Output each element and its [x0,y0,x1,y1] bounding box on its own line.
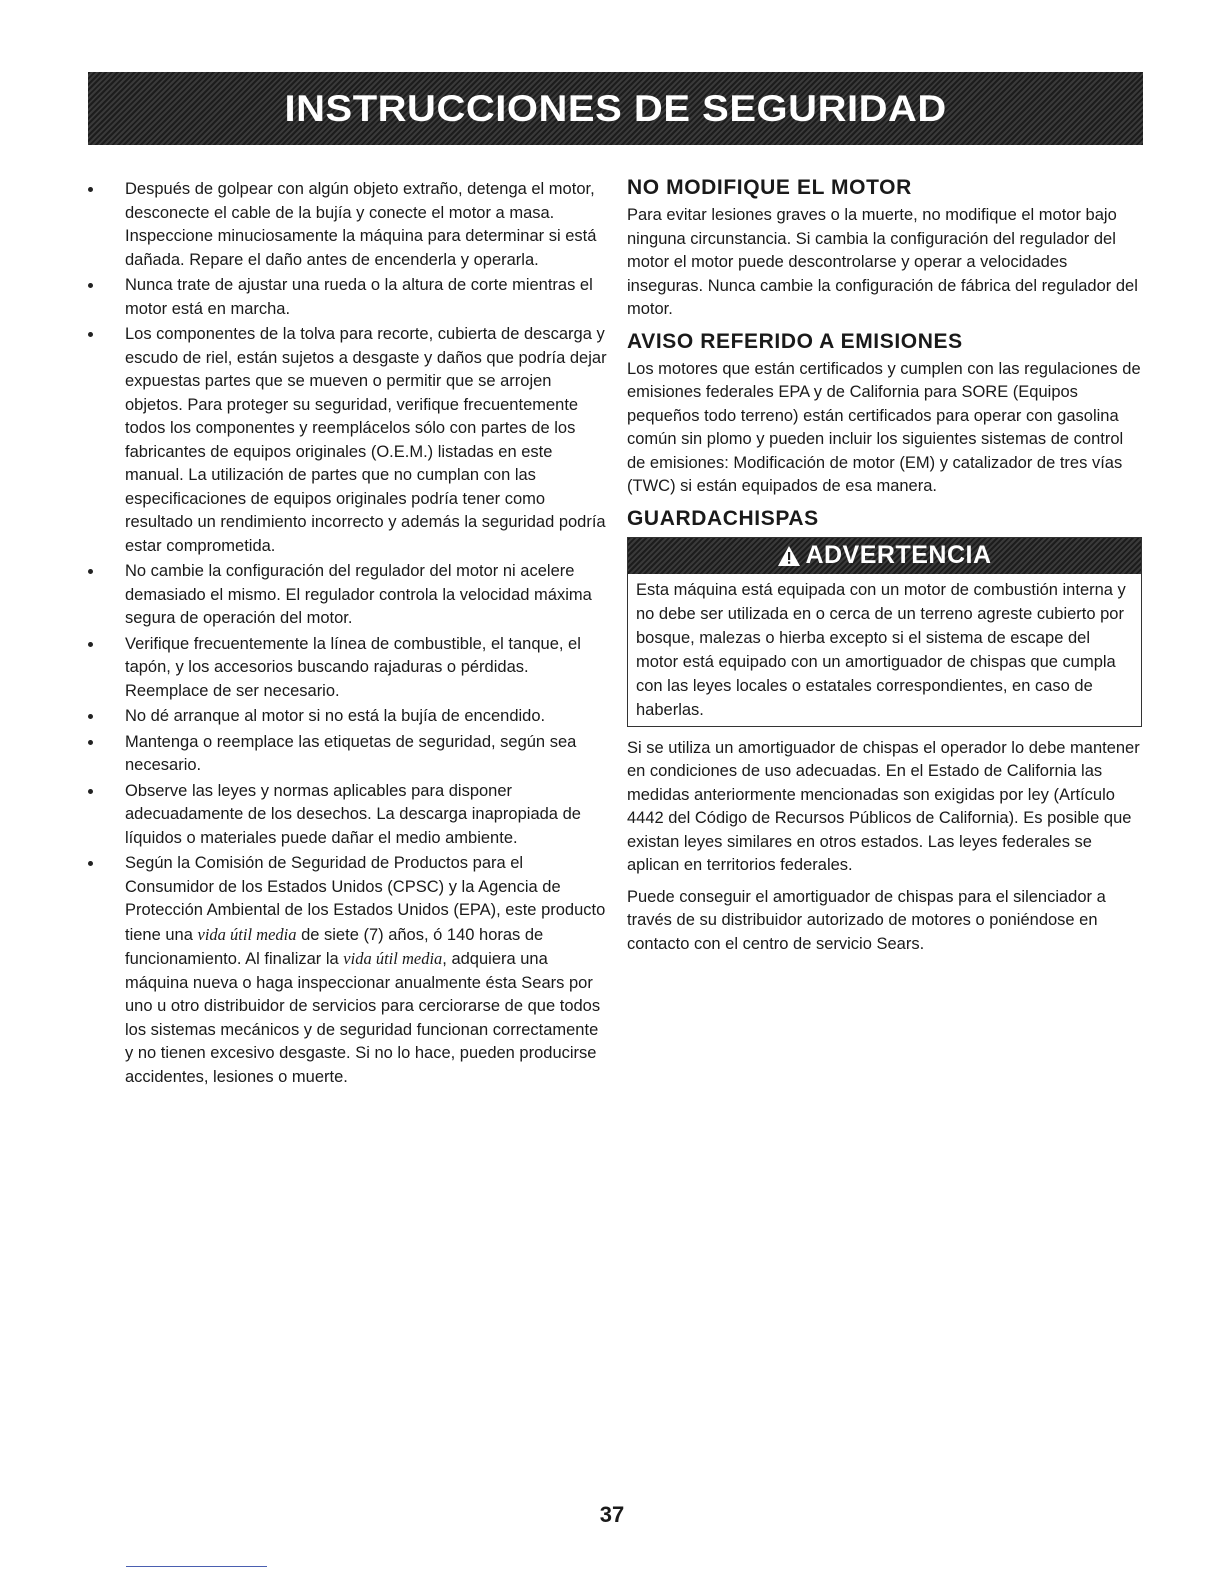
right-column [627,176,1142,964]
list-item: Según la Comisión de Seguridad de Productos para el Consumidor de los Estados Unidos (CPSC) y la Agencia de Protección Ambiental de los Estados Unidos (EPA), este producto tiene una vida útil media de siete (7) años, ó 140 horas de funcionamiento. Al finalizar la vida útil media, adquiera una máquina nueva o haga inspeccionar anualmente ésta Sears por uno u otro distribuidor de servicios para cerciorarse de que todos los sistemas mecánicos y de seguridad funcionan correctamente y no tienen excesivo desgaste. Si no lo hace, pueden producirse accidentes, lesiones o muerte. [88,852,608,1089]
bullet-icon [88,861,93,866]
bullet-icon [88,283,93,288]
emphasis-vida-util: vida útil media [197,924,297,944]
motor-paragraph: Para evitar lesiones graves o la muerte, no modifique el motor bajo ninguna circunstancia. Si cambia la configuración del regulador del motor el motor puede descontrolarse y operar a velocidades inseguras. Nunca cambie la configuración de fábrica del regulador del motor. [627,206,1138,318]
list-item: Después de golpear con algún objeto extraño, detenga el motor, desconecte el cable de la bujía y conecte el motor a masa. Inspeccione minuciosamente la máquina para determinar si está dañada. Repare el daño antes de encenderla y operarla. [88,178,608,272]
spark-paragraph-2: Puede conseguir el amortiguador de chispas para el silenciador a través de su distribuidor autorizado de motores o poniéndose en contacto con el centro de servicio Sears. [627,887,1106,953]
heading-emissions: AVISO REFERIDO A EMISIONES [627,329,963,353]
list-item: No cambie la configuración del regulador del motor ni acelere demasiado el mismo. El regulador controla la velocidad máxima segura de operación del motor. [88,560,608,631]
list-item: Los componentes de la tolva para recorte, cubierta de descarga y escudo de riel, están sujetos a desgaste y daños que podría dejar expuestas partes que se mueven o permitir que se arrojen objetos. Para proteger su seguridad, verifique frecuentemente todos los componentes y reemplácelos sólo con partes de los fabricantes de equipos originales (O.E.M.) listadas en este manual. La utilización de partes que no cumplan con las especificaciones de equipos originales podría tener como resultado un rendimiento incorrecto y además la seguridad podría estar comprometida. [88,323,608,558]
left-column [88,178,608,1091]
list-item: Nunca trate de ajustar una rueda o la altura de corte mientras el motor está en marcha. [88,274,608,321]
bullet-icon [88,332,93,337]
bullet-icon [88,714,93,719]
page-title: INSTRUCCIONES DE SEGURIDAD [284,87,947,129]
safety-bullet-list [88,178,608,1089]
title-banner [88,72,1143,145]
list-item: Observe las leyes y normas aplicables para disponer adecuadamente de los desechos. La descarga inapropiada de líquidos o materiales puede dañar el medio ambiente. [88,780,608,851]
warning-box [627,537,1142,727]
heading-spark-arrester: GUARDACHISPAS [627,506,819,530]
heading-motor: NO MODIFIQUE EL MOTOR [627,176,912,199]
page-number: 37 [599,1502,625,1527]
spark-paragraph-1: Si se utiliza un amortiguador de chispas el operador lo debe mantener en condiciones de uso adecuadas. En el Estado de California las medidas anteriormente mencionadas son exigidas por ley (Artículo 4442 del Código de Recursos Públicos de California). Es posible que existan leyes similares en otros estados. Las leyes federales se aplican en territorios federales. [627,738,1140,874]
bullet-icon [88,642,93,647]
bullet-icon [88,569,93,574]
warning-header [628,538,1141,574]
warning-triangle-icon [777,545,801,567]
bullet-icon [88,740,93,745]
footer-divider [126,1566,267,1567]
emissions-paragraph: Los motores que están certificados y cumplen con las regulaciones de emisiones federales EPA y de California para SORE (Equipos pequeños todo terreno) están certificados para operar con gasolina común sin plomo y pueden incluir los siguientes sistemas de control de emisiones: Modificación de motor (EM) y catalizador de tres vías (TWC) si están equipados de esa manera. [627,359,1141,495]
bullet-icon [88,187,93,192]
list-item: Mantenga o reemplace las etiquetas de seguridad, según sea necesario. [88,731,608,778]
list-item: Verifique frecuentemente la línea de combustible, el tanque, el tapón, y los accesorios buscando rajaduras o pérdidas. Reemplace de ser necesario. [88,633,608,704]
bullet-icon [88,789,93,794]
list-item: No dé arranque al motor si no está la bujía de encendido. [88,705,608,729]
warning-label: ADVERTENCIA [805,541,992,569]
emphasis-vida-util: vida útil media [343,949,443,968]
warning-text: Esta máquina está equipada con un motor de combustión interna y no debe ser utilizada en o cerca de un terreno agreste cubierto por bosque, malezas o hierba excepto si el sistema de escape del motor está equipado con un amortiguador de chispas que cumpla con las leyes locales o estatales correspondientes, en caso de haberlas. [636,580,1126,719]
